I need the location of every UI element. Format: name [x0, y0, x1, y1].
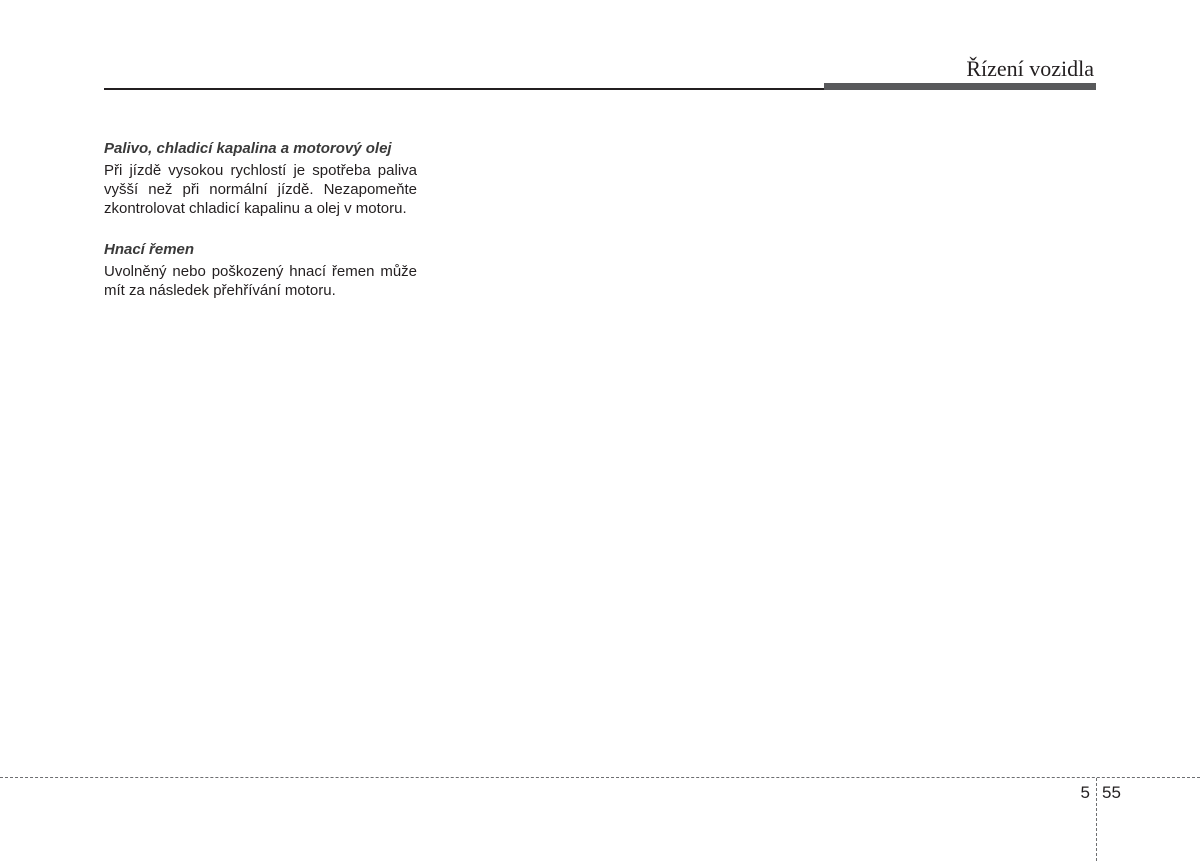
- header-accent-bar: [824, 83, 1096, 90]
- footer-dashed-rule: [0, 777, 1200, 778]
- section-heading: Palivo, chladicí kapalina a motorový olej: [104, 140, 392, 157]
- section-body: Při jízdě vysokou rychlostí je spotřeba paliva vyšší než při normální jízdě. Nezapomeňte zkontrolovat chladicí kapalinu a olej v motoru.: [104, 162, 417, 217]
- footer-chapter-number: 5: [1080, 783, 1090, 802]
- section-body: Uvolněný nebo poškozený hnací řemen může mít za následek přehřívání motoru.: [104, 263, 417, 299]
- page-header-title: Řízení vozidla: [966, 56, 1094, 81]
- section-fuel-coolant-oil: [104, 139, 417, 218]
- section-drive-belt: [104, 240, 417, 300]
- footer-dashed-divider: [1096, 778, 1097, 861]
- footer-page-number: 55: [1102, 783, 1121, 802]
- main-column: [104, 139, 417, 322]
- section-heading: Hnací řemen: [104, 241, 195, 258]
- header-rule: [104, 88, 824, 90]
